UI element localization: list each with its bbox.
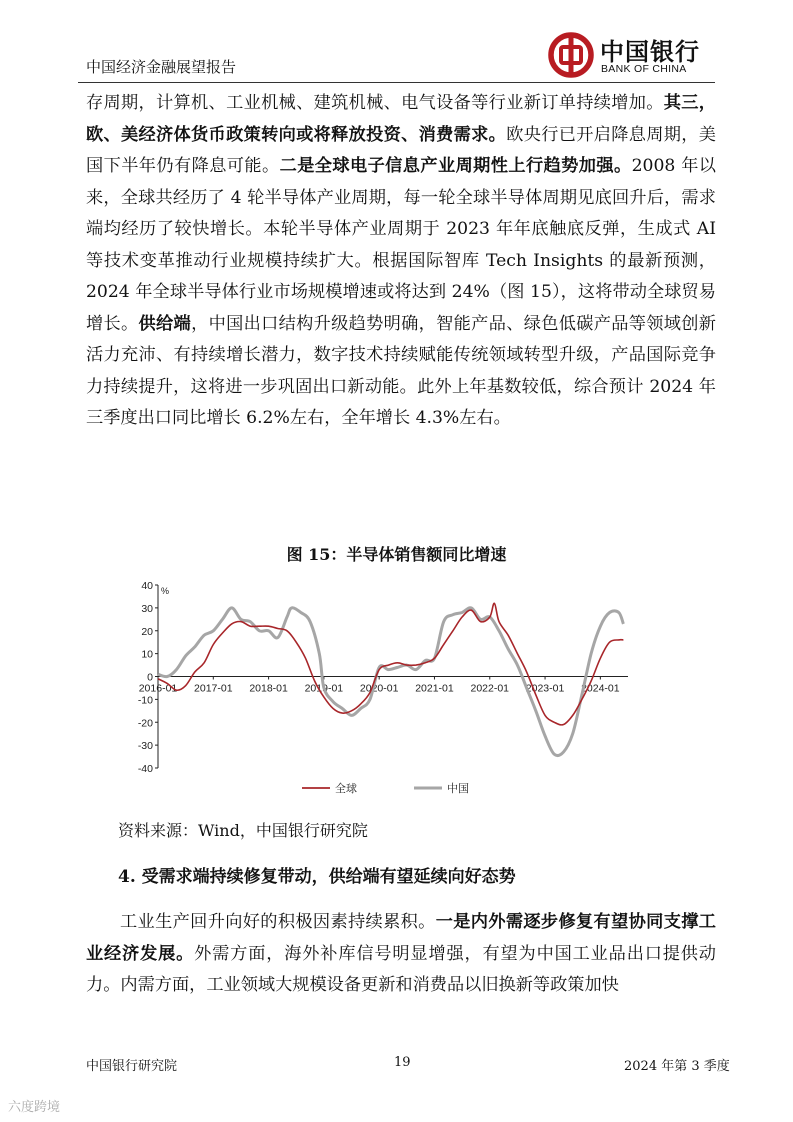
- text-run: 外需方面，海外补库信号明显增强，有望为中国工业品出口提供动力。内需方面，工业领域大规模设备更新和消费品以旧换新等政策加快: [86, 943, 716, 995]
- text-run: 存周期，计算机、工业机械、建筑机械、电气设备等行业新订单持续增加。: [86, 93, 664, 113]
- x-tick-label: 2020-01: [359, 682, 399, 695]
- x-tick-label: 2017-01: [194, 682, 233, 695]
- x-tick-label: 2022-01: [470, 682, 510, 695]
- body-paragraph-2: [86, 907, 716, 1002]
- series-line-global: [158, 603, 623, 725]
- page-number: 19: [394, 1055, 411, 1070]
- section-heading: 4. 受需求端持续修复带动，供给端有望延续向好态势: [118, 867, 516, 887]
- footer-institute: 中国银行研究院: [86, 1059, 178, 1074]
- y-tick-label: 20: [141, 625, 153, 638]
- watermark: 六度跨境: [8, 1100, 61, 1115]
- y-tick-label: -30: [137, 740, 153, 753]
- x-tick-label: 2021-01: [415, 682, 454, 695]
- y-tick-label: 40: [141, 580, 153, 592]
- y-tick-label: 0: [147, 671, 153, 684]
- boc-emblem-icon: [548, 32, 594, 78]
- text-run: 其三，欧、美经济体货币政策转向或将释放投资、消费需求。: [86, 93, 716, 145]
- body-paragraph-1: [86, 88, 716, 435]
- text-run: 2008 年以来，全球共经历了 4 轮半导体产业周期，每一轮全球半导体周期见底回升后，需求端均经历了较快增长。本轮半导体产业周期于 2023 年年底触底反弹，生成式 AI 等技术变革推动行业规模持续扩大。根据国际智库 Tech Insights 的最新预测，2024 年全球半导体行业市场规模增速或将达到 24%（图 15），这将带动全球贸易增长。: [86, 156, 716, 334]
- x-tick-label: 2018-01: [249, 682, 288, 695]
- text-run: 欧央行已开启降息周期，美国下半年仍有降息可能。: [86, 124, 716, 176]
- y-tick-label: 30: [141, 602, 153, 615]
- text-run: 工业生产回升向好的积极因素持续累积。: [120, 912, 436, 932]
- x-tick-label: 2024-01: [581, 682, 620, 695]
- figure-title: 图 15：半导体销售额同比增速: [286, 545, 507, 564]
- header-divider: [78, 82, 715, 83]
- y-tick-label: 10: [141, 648, 153, 661]
- y-tick-label: -10: [137, 694, 153, 707]
- legend-label-global: 全球: [335, 782, 357, 795]
- footer-period: 2024 年第 3 季度: [624, 1059, 730, 1074]
- text-run: ，中国出口结构升级趋势明确，智能产品、绿色低碳产品等领域创新活力充沛、有持续增长潜力，数字技术持续赋能传统领域转型升级，产品国际竞争力持续提升，这将进一步巩固出口新动能。此外上年基数较低，综合预计 2024 年三季度出口同比增长 6.2%左右，全年增长 4.3%左右。: [86, 313, 716, 428]
- text-run: 供给端: [138, 313, 192, 334]
- bank-of-china-logo: [548, 30, 716, 82]
- x-tick-label: 2023-01: [525, 682, 565, 695]
- x-tick-label: 2016-01: [138, 682, 178, 695]
- legend-label-china: 中国: [447, 782, 469, 795]
- logo-english-name: BANK OF CHINA: [601, 63, 687, 75]
- x-tick-label: 2019-01: [304, 682, 344, 695]
- text-run: 二是全球电子信息产业周期性上行趋势加强。: [279, 156, 632, 176]
- text-run: 一是内外需逐步修复有望协同支撑工业经济发展。: [86, 912, 716, 964]
- y-tick-label: -40: [137, 763, 153, 775]
- figure-source: 资料来源：Wind，中国银行研究院: [118, 821, 368, 840]
- y-tick-label: -20: [137, 717, 153, 730]
- logo-chinese-name: 中国银行: [600, 37, 700, 66]
- report-title: 中国经济金融展望报告: [86, 58, 237, 76]
- semiconductor-sales-chart: [130, 575, 640, 805]
- y-unit-label: %: [161, 586, 170, 596]
